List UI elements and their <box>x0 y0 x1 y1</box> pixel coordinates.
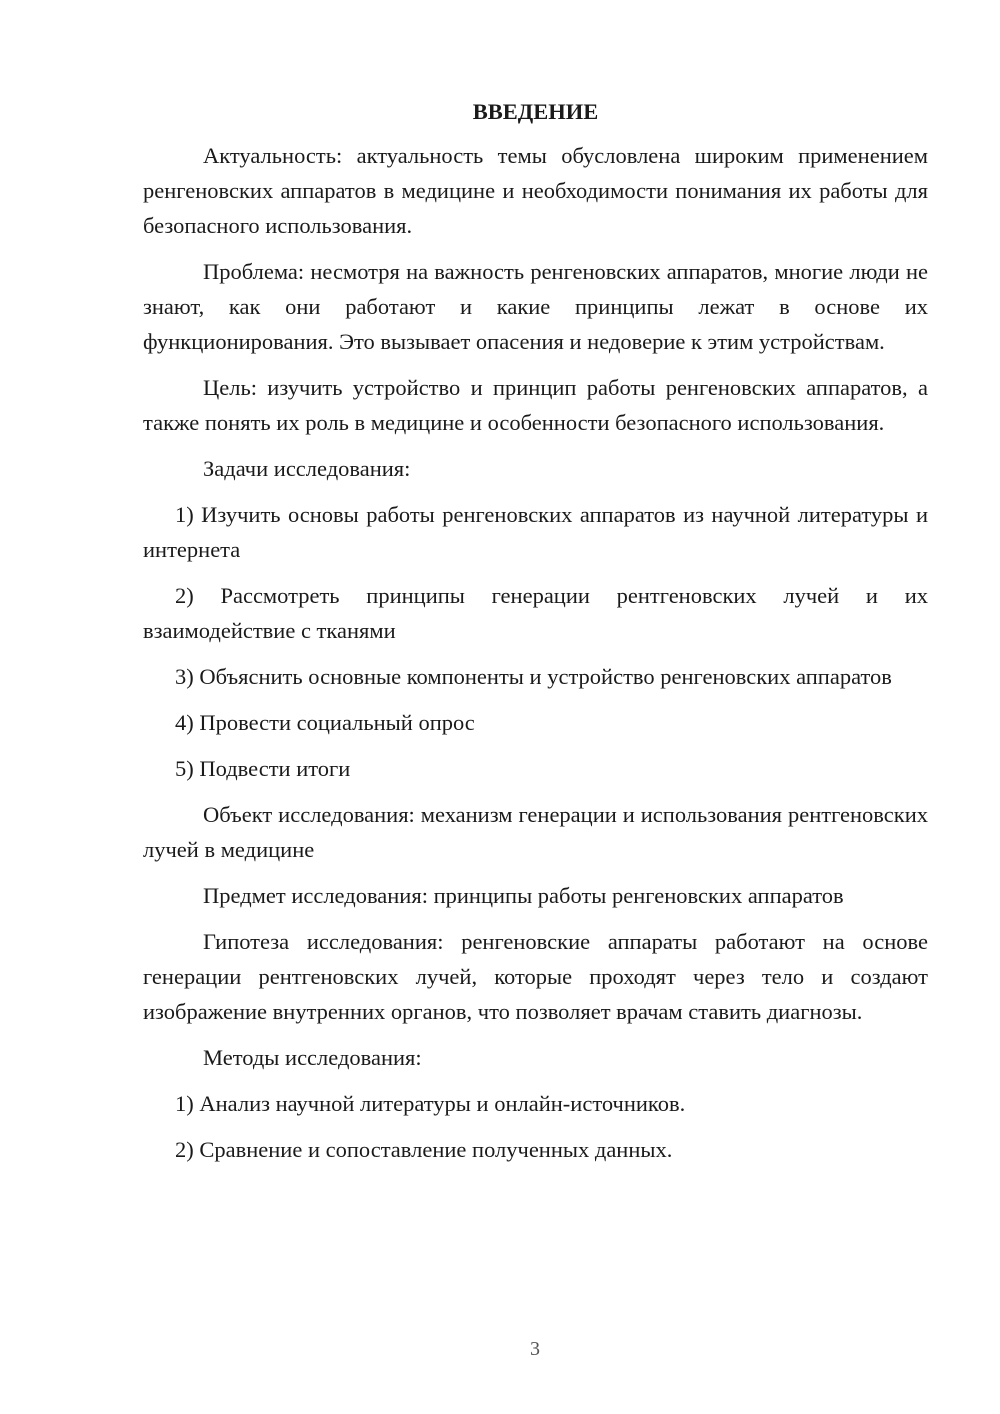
page-content <box>143 94 928 1178</box>
method-item-1: 1) Анализ научной литературы и онлайн-источников. <box>175 1091 686 1116</box>
paragraph-hypothesis: Гипотеза исследования: ренгеновские аппараты работают на основе генерации рентгеновских лучей, которые проходят через тело и создают изображение внутренних органов, что позволяет врачам ставить диагнозы. <box>143 929 928 1024</box>
paragraph-goal: Цель: изучить устройство и принцип работы ренгеновских аппаратов, а также понять их роль в медицине и особенности безопасного использования. <box>143 375 928 435</box>
method-item-2: 2) Сравнение и сопоставление полученных данных. <box>175 1137 673 1162</box>
page-number: 3 <box>530 1338 540 1360</box>
paragraph-problem: Проблема: несмотря на важность ренгеновских аппаратов, многие люди не знают, как они работают и какие принципы лежат в основе их функционирования. Это вызывает опасения и недоверие к этим устройствам. <box>143 259 928 354</box>
section-title: ВВЕДЕНИЕ <box>472 99 599 124</box>
task-item-5: 5) Подвести итоги <box>175 756 351 781</box>
paragraph-subject: Предмет исследования: принципы работы ренгеновских аппаратов <box>203 883 844 908</box>
task-item-3: 3) Объяснить основные компоненты и устройство ренгеновских аппаратов <box>175 664 892 689</box>
paragraph-object: Объект исследования: механизм генерации и использования рентгеновских лучей в медицине <box>143 802 928 862</box>
task-item-2: 2) Рассмотреть принципы генерации рентгеновских лучей и их взаимодействие с тканями <box>143 583 928 643</box>
paragraph-methods-heading: Методы исследования: <box>203 1045 422 1070</box>
paragraph-tasks-heading: Задачи исследования: <box>203 456 411 481</box>
task-item-4: 4) Провести социальный опрос <box>175 710 475 735</box>
paragraph-relevance: Актуальность: актуальность темы обусловлена широким применением ренгеновских аппаратов в медицине и необходимости понимания их работы для безопасного использования. <box>143 143 928 238</box>
task-item-1: 1) Изучить основы работы ренгеновских аппаратов из научной литературы и интернета <box>143 502 928 562</box>
